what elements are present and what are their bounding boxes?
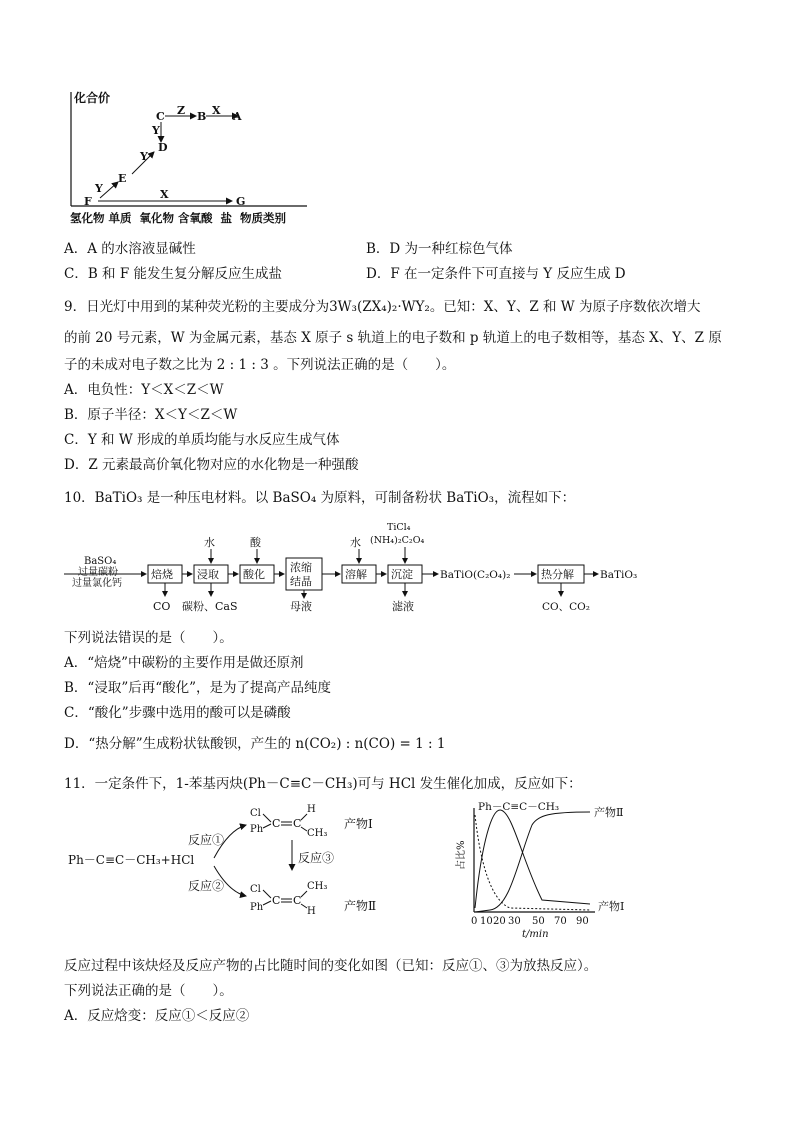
reaction-1-label: 反应① — [188, 833, 225, 847]
step-decompose: 热分解 — [541, 568, 574, 581]
label-x-bottom: X — [160, 188, 169, 201]
q10-option-c: C．“酸化”步骤中选用的酸可以是磷酸 — [64, 705, 291, 721]
add-water-2: 水 — [350, 536, 361, 549]
fraction-time-svg — [450, 800, 650, 940]
q9-stem-line-2: 的前 20 号元素，W 为金属元素，基态 X 原子 s 轨道上的电子数和 p 轨道上的电子数相等，基态 X、Y、Z 原 — [64, 330, 722, 346]
step-leach: 浸取 — [197, 568, 219, 581]
legend-product-1: 产物Ⅰ — [598, 900, 625, 913]
svg-text:Ph: Ph — [250, 824, 264, 835]
q9-option-b: B．原子半径：X＜Y＜Z＜W — [64, 407, 238, 423]
reaction-scheme — [64, 800, 404, 925]
out-filtrate: 滤液 — [392, 600, 414, 613]
q8-option-d: D．F 在一定条件下可直接与 Y 反应生成 D — [366, 266, 626, 282]
x-ticks — [471, 916, 589, 927]
product-2-label: 产物Ⅱ — [344, 899, 377, 913]
process-flow-diagram — [64, 518, 744, 618]
label-y-3: Y — [95, 182, 103, 195]
out-co-co2: CO、CO₂ — [542, 601, 590, 613]
node-c: C — [156, 110, 165, 123]
svg-text:0: 0 — [471, 916, 478, 927]
reaction-2-label: 反应② — [188, 879, 225, 893]
valence-category-diagram — [62, 88, 322, 228]
node-d: D — [158, 141, 168, 154]
svg-text:30: 30 — [508, 916, 521, 927]
q9-formula: 3W₃(ZX₄)₂·WY₂ — [329, 299, 430, 315]
step-roast: 焙烧 — [151, 568, 173, 581]
step-acidify: 酸化 — [243, 568, 265, 581]
input-carbon: 过量碳粉 — [78, 567, 118, 578]
node-e: E — [118, 172, 127, 185]
svg-text:CH₃: CH₃ — [307, 828, 328, 839]
legend-alkyne: Ph－C≡C－CH₃ — [478, 801, 560, 813]
q10-option-b: B．“浸取”后再“酸化”，是为了提高产品纯度 — [64, 680, 332, 696]
q10-option-a: A．“焙烧”中碳粉的主要作用是做还原剂 — [64, 655, 304, 671]
q10-question: 下列说法错误的是（ ）。 — [64, 630, 233, 646]
svg-text:Cl: Cl — [250, 808, 261, 819]
q10-stem-line-1: 10．BaTiO₃ 是一种压电材料。以 BaSO₄ 为原料，可制备粉状 BaTiO₃，流程如下： — [64, 490, 576, 506]
reaction-scheme-svg — [64, 800, 404, 925]
reactant: Ph－C≡C－CH₃+HCl — [68, 853, 195, 867]
add-oxalate: (NH₄)₂C₂O₄ — [370, 535, 425, 546]
svg-text:90: 90 — [576, 916, 589, 927]
svg-text:C: C — [272, 894, 281, 907]
q11-stem-line-2: 反应过程中该炔烃及反应产物的占比随时间的变化如图（已知：反应①、③为放热反应）。 — [64, 958, 598, 974]
node-g: G — [236, 195, 246, 208]
curve-product-2 — [475, 812, 590, 912]
fraction-time-chart — [450, 800, 650, 940]
label-z: Z — [177, 104, 186, 117]
q9-option-a: A．电负性：Y＜X＜Z＜W — [64, 382, 224, 398]
q9-option-c: C．Y 和 W 形成的单质均能与水反应生成气体 — [64, 432, 340, 448]
step-dissolve: 溶解 — [345, 568, 367, 581]
q9-stem-line-1: 9．日光灯中用到的某种荧光粉的主要成分为3W₃(ZX₄)₂·WY₂。已知：X、Y、Z 和 W 为原子序数依次增大 — [64, 299, 701, 315]
label-y-2: Y — [140, 150, 148, 163]
q8-option-c: C．B 和 F 能发生复分解反应生成盐 — [64, 266, 282, 282]
label-y-1: Y — [152, 124, 160, 137]
svg-text:70: 70 — [554, 916, 567, 927]
node-b: B — [197, 110, 207, 123]
step-precipitate: 沉淀 — [391, 568, 413, 581]
q8-option-b: B．D 为一种红棕色气体 — [366, 241, 513, 257]
label-x-top: X — [212, 104, 221, 117]
svg-text:Ph: Ph — [250, 902, 264, 913]
q11-option-a: A．反应焓变：反应①＜反应② — [64, 1008, 250, 1024]
q10-option-d: D．“热分解”生成粉状钛酸钡，产生的 n(CO₂) : n(CO) = 1 : 1 — [64, 736, 446, 752]
chart-xlabel: t/min — [522, 929, 549, 940]
out-carbon-cas: 碳粉、CaS — [182, 600, 238, 613]
svg-text:C: C — [293, 817, 302, 830]
node-f: F — [84, 195, 92, 208]
valence-diagram-svg — [62, 88, 322, 228]
svg-text:50: 50 — [532, 916, 545, 927]
chart-ylabel: 占比% — [456, 840, 467, 870]
add-acid: 酸 — [250, 536, 261, 549]
out-mother-liquor: 母液 — [290, 600, 312, 613]
product-1-label: 产物Ⅰ — [344, 817, 373, 831]
svg-text:H: H — [307, 804, 316, 815]
reaction-3-label: 反应③ — [298, 851, 335, 865]
svg-text:C: C — [293, 894, 302, 907]
svg-text:C: C — [272, 817, 281, 830]
legend-product-2: 产物Ⅱ — [594, 806, 624, 819]
q8-option-a: A．A 的水溶液显碱性 — [64, 241, 196, 257]
step-crystallize-2: 结晶 — [290, 575, 312, 588]
q9-option-d: D．Z 元素最高价氧化物对应的水化物是一种强酸 — [64, 457, 359, 473]
intermediate-product: BaTiO(C₂O₄)₂ — [440, 569, 511, 581]
product-2-structure — [250, 881, 327, 917]
process-flow-svg — [64, 518, 744, 618]
out-co: CO — [153, 600, 171, 613]
svg-text:H: H — [307, 906, 316, 917]
final-product: BaTiO₃ — [600, 569, 638, 581]
q11-stem-line-1: 11．一定条件下，1-苯基丙炔(Ph－C≡C－CH₃)可与 HCl 发生催化加成，反应如下： — [64, 776, 582, 792]
step-crystallize-1: 浓缩 — [290, 561, 312, 574]
y-axis-label: 化合价 — [74, 91, 111, 105]
curve-alkyne-dotted — [475, 815, 590, 910]
q9-stem-line-3: 子的未成对电子数之比为 2 : 1 : 3 。下列说法正确的是（ ）。 — [64, 357, 456, 373]
svg-text:CH₃: CH₃ — [307, 881, 328, 892]
add-water-1: 水 — [204, 536, 215, 549]
x-axis-label: 氢化物 单质 氧化物 含氧酸 盐 物质类别 — [70, 211, 287, 225]
add-ticl4: TiCl₄ — [387, 522, 411, 533]
svg-text:Cl: Cl — [250, 884, 261, 895]
node-a: A — [233, 110, 242, 123]
svg-text:20: 20 — [493, 916, 506, 927]
q11-question: 下列说法正确的是（ ）。 — [64, 983, 233, 999]
input-baso4: BaSO₄ — [84, 556, 117, 567]
input-cacl2: 过量氯化钙 — [72, 578, 122, 589]
product-1-structure — [250, 804, 327, 839]
svg-text:10: 10 — [480, 916, 493, 927]
